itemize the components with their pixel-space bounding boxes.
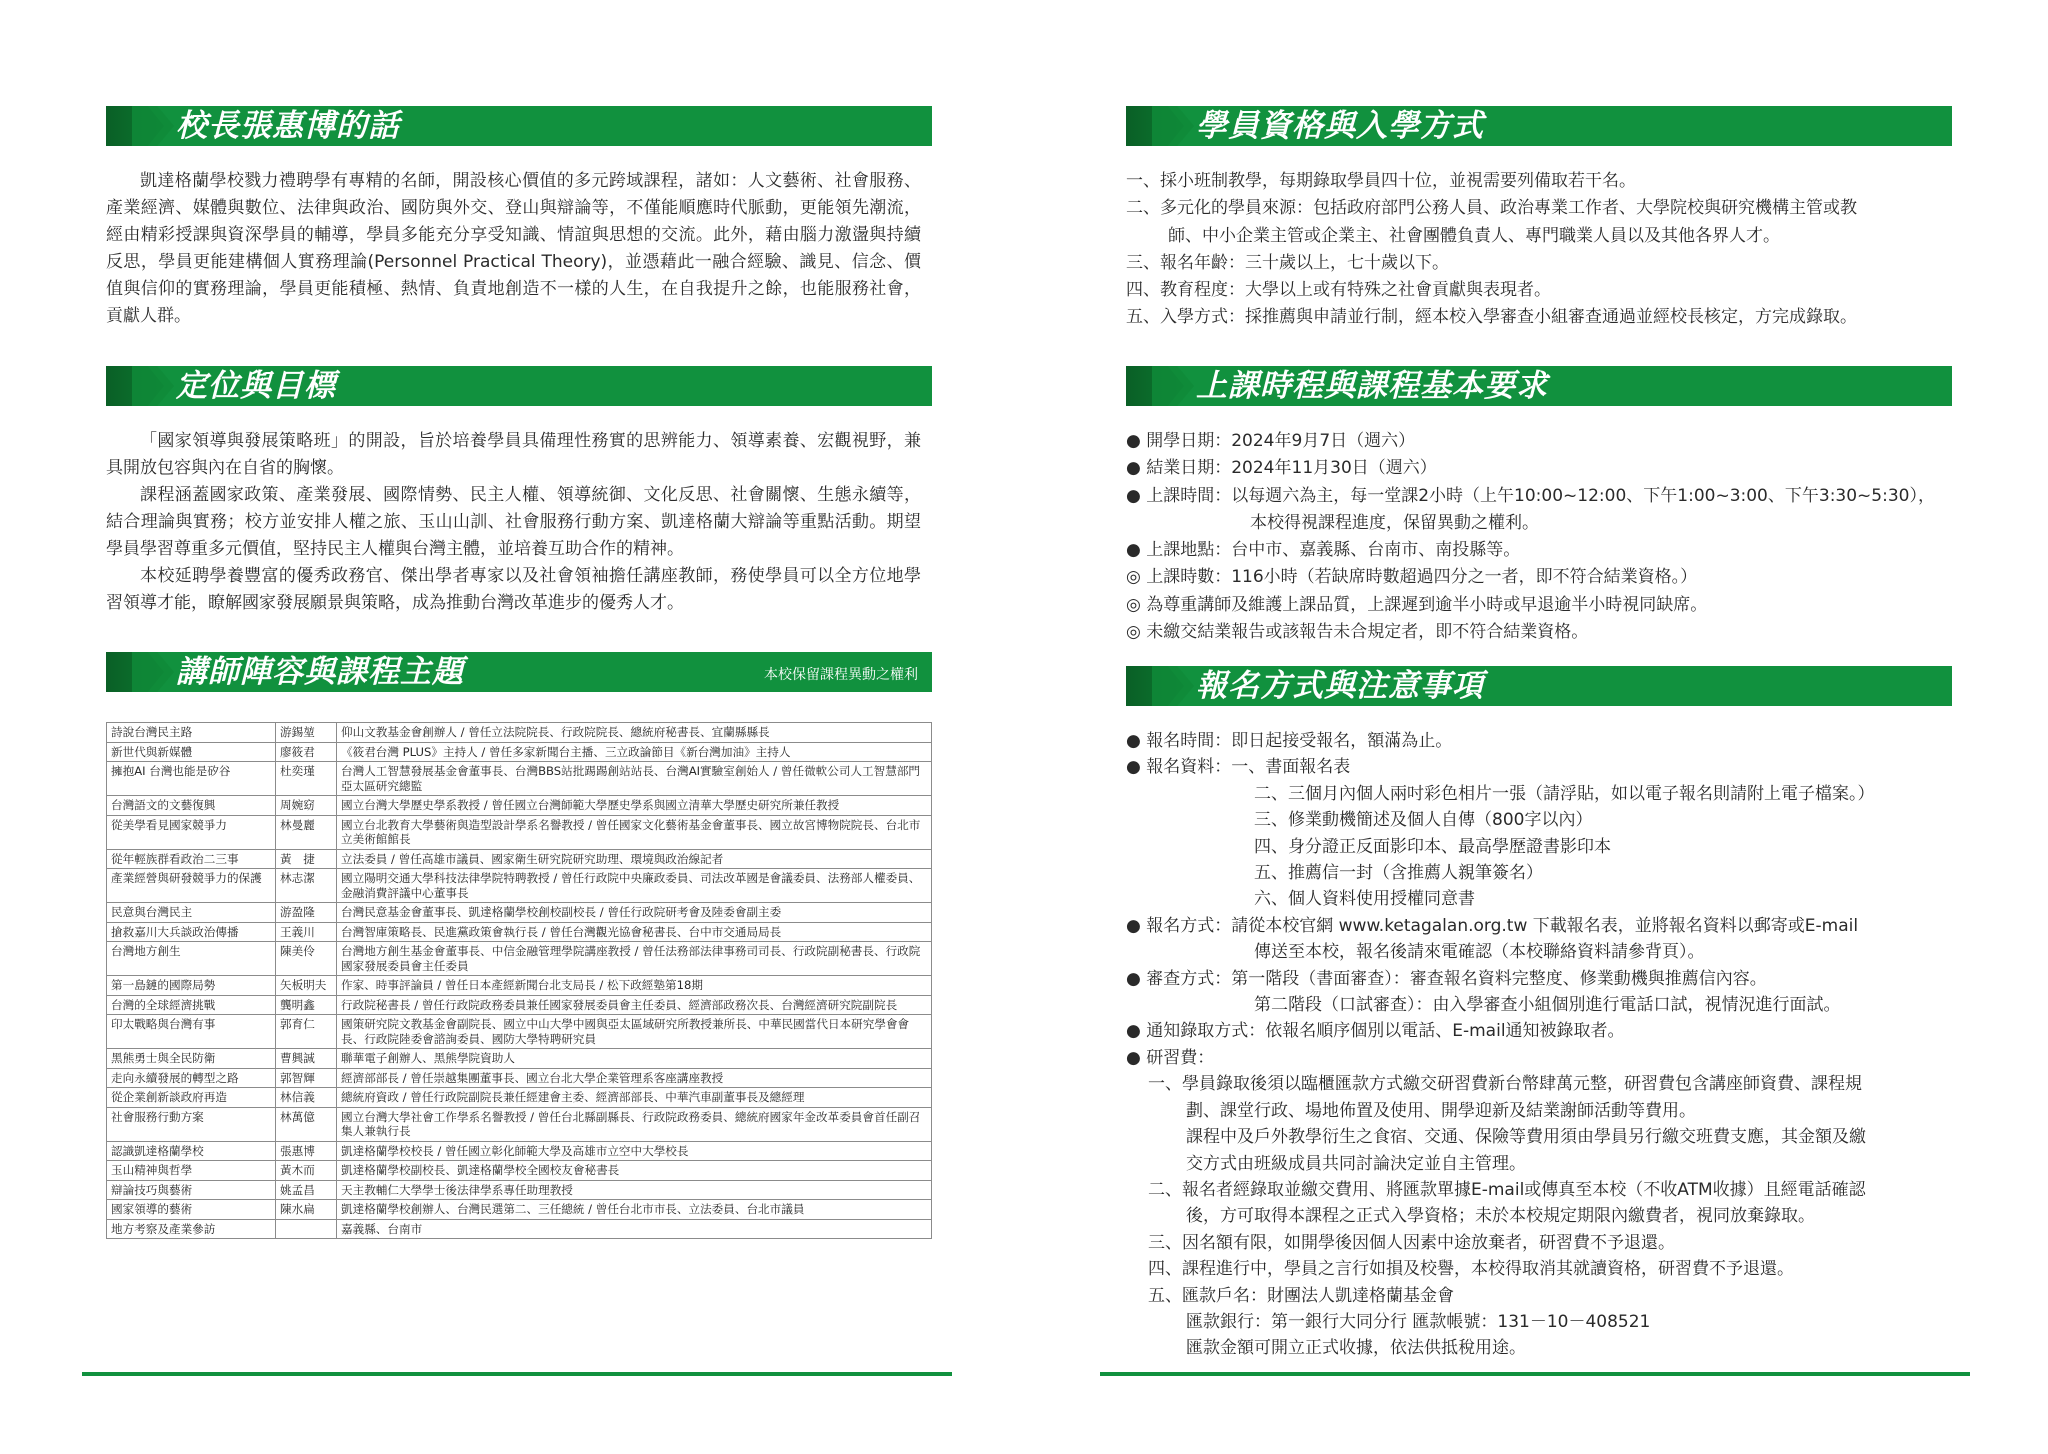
list-item: ◎ 未繳交結業報告或該報告未合規定者，即不符合結業資格。 [1126,622,1589,643]
course-topic-cell: 社會服務行動方案 [107,1107,276,1141]
lecturer-bio-cell: 國立陽明交通大學科技法律學院特聘教授 / 曾任行政院中央廉政委員、司法改革國是會議委員、法務部人權委員、金融消費評議中心董事長 [337,869,932,903]
chevron-arrow-icon [1152,666,1194,706]
lecturer-name-cell: 郭智輝 [276,1068,337,1088]
principal-header [106,106,932,146]
table-row [107,1161,932,1181]
table-row [107,1015,932,1049]
list-item: 第二階段（口試審查）：由入學審查小組個別進行電話口試，視情況進行面試。 [1254,995,1841,1016]
list-item: 二、報名者經錄取並繳交費用、將匯款單據E-mail或傳真至本校（不收ATM收據）且經電話確認 [1148,1179,1866,1200]
paragraph: 課程涵蓋國家政策、產業發展、國際情勢、民主人權、領導統御、文化反思、社會關懷、生態永續等，結合理論與實務；校方並安排人權之旅、玉山山訓、社會服務行動方案、凱達格蘭大辯論等重點活動。期望學員學習尊重多元價值，堅持民主人權與台灣主體，並培養互助合作的精神。 [106,485,921,559]
lecturer-name-cell: 黃木而 [276,1161,337,1181]
lecturer-name-cell: 陳美伶 [276,942,337,976]
table-row [107,1107,932,1141]
eligibility-list [1126,168,1952,332]
list-item: 匯款金額可開立正式收據，依法供抵稅用途。 [1186,1338,1526,1359]
section-title: 定位與目標 [176,368,336,404]
lecturer-bio-cell: 立法委員 / 曾任高雄市議員、國家衛生研究院研究助理、環境與政治線記者 [337,849,932,869]
lecturer-name-cell: 杜奕瑾 [276,762,337,796]
lecturer-bio-cell: 經濟部部長 / 曾任崇越集團董事長、國立台北大學企業管理系客座講座教授 [337,1068,932,1088]
lecturer-bio-cell: 國立台灣大學歷史學系教授 / 曾任國立台灣師範大學歷史學系與國立清華大學歷史研究所兼任教授 [337,796,932,816]
lecturer-name-cell: 林萬億 [276,1107,337,1141]
footer-rule-left [82,1372,952,1376]
lecturer-bio-cell: 國策研究院文教基金會副院長、國立中山大學中國與亞太區域研究所教授兼所長、中華民國當代日本研究學會會長、行政院陸委會諮詢委員、國防大學特聘研究員 [337,1015,932,1049]
faculty-header [106,652,932,692]
list-item: 四、教育程度：大學以上或有特殊之社會貢獻與表現者。 [1126,280,1551,301]
schedule-list [1126,428,1952,646]
chevron-arrow-icon [1152,106,1194,146]
list-item: 三、因名額有限，如開學後因個人因素中途放棄者，研習費不予退還。 [1148,1232,1675,1253]
chevron-arrow-icon [132,366,174,406]
list-item: ● 報名方式：請從本校官網 www.ketagalan.org.tw 下載報名表，並將報名資料以郵寄或E-mail [1126,915,1859,936]
table-row [107,762,932,796]
list-item: 四、課程進行中，學員之言行如損及校譽，本校得取消其就讀資格，研習費不予退還。 [1148,1259,1794,1280]
list-item: 傳送至本校，報名後請來電確認（本校聯絡資料請參背頁）。 [1254,942,1705,963]
course-topic-cell: 台灣語文的文藝復興 [107,796,276,816]
list-item: ● 上課地點：台中市、嘉義縣、台南市、南投縣等。 [1126,540,1521,561]
course-topic-cell: 詩說台灣民主路 [107,723,276,743]
list-item: 一、採小班制教學，每期錄取學員四十位，並視需要列備取若干名。 [1126,171,1636,191]
table-row [107,1200,932,1220]
eligibility-header [1126,106,1952,146]
lecturer-bio-cell: 嘉義縣、台南市 [337,1219,932,1239]
lecturer-bio-cell: 凱達格蘭學校副校長、凱達格蘭學校全國校友會秘書長 [337,1161,932,1181]
list-item: ● 報名時間：即日起接受報名，額滿為止。 [1126,731,1453,751]
table-row [107,1049,932,1069]
lecturer-bio-cell: 《筱君台灣 PLUS》主持人 / 曾任多家新聞台主播、三立政論節目《新台灣加油》主持人 [337,742,932,762]
table-row [107,796,932,816]
table-row [107,815,932,849]
footer-rule-right [1100,1372,1970,1376]
list-item: ● 結業日期：2024年11月30日（週六） [1126,458,1437,479]
lecturer-bio-cell: 天主教輔仁大學學士後法律學系專任助理教授 [337,1180,932,1200]
list-item: 一、學員錄取後須以臨櫃匯款方式繳交研習費新台幣肆萬元整，研習費包含講座師資費、課程規 [1148,1074,1862,1095]
table-row [107,723,932,743]
lecturer-bio-cell: 國立台北教育大學藝術與造型設計學系名譽教授 / 曾任國家文化藝術基金會董事長、國立故宮博物院院長、台北市立美術館館長 [337,815,932,849]
table-row [107,1068,932,1088]
table-row [107,903,932,923]
course-topic-cell: 國家領導的藝術 [107,1200,276,1220]
section-title: 講師陣容與課程主題 [176,654,464,690]
lecturer-bio-cell: 聯華電子創辦人、黑熊學院資助人 [337,1049,932,1069]
course-topic-cell: 從美學看見國家競爭力 [107,815,276,849]
lecturer-name-cell [276,1219,337,1239]
course-topic-cell: 辯論技巧與藝術 [107,1180,276,1200]
lecturer-bio-cell: 台灣民意基金會董事長、凱達格蘭學校創校副校長 / 曾任行政院研考會及陸委會副主委 [337,903,932,923]
lecturer-bio-cell: 凱達格蘭學校校長 / 曾任國立彰化師範大學及高雄市立空中大學校長 [337,1141,932,1161]
lecturer-bio-cell: 台灣智庫策略長、民進黨政策會執行長 / 曾任台灣觀光協會秘書長、台中市交通局局長 [337,922,932,942]
principal-text [106,168,921,330]
registration-header [1126,666,1952,706]
course-topic-cell: 產業經營與研發競爭力的保護 [107,869,276,903]
list-item: 師、中小企業主管或企業主、社會團體負責人、專門職業人員以及其他各界人才。 [1168,225,1780,246]
list-item: 本校得視課程進度，保留異動之權利。 [1250,512,1539,533]
lecturer-bio-cell: 仰山文教基金會創辦人 / 曾任立法院院長、行政院院長、總統府秘書長、宜蘭縣縣長 [337,723,932,743]
list-item: 劃、課堂行政、場地佈置及使用、開學迎新及結業謝師活動等費用。 [1186,1100,1696,1121]
lecturer-name-cell: 龔明鑫 [276,995,337,1015]
lecturer-bio-cell: 台灣人工智慧發展基金會董事長、台灣BBS站批踢踢創站站長、台灣AI實驗室創始人 / 曾任微軟公司人工智慧部門亞太區研究總監 [337,762,932,796]
list-item: 二、多元化的學員來源：包括政府部門公務人員、政治專業工作者、大學院校與研究機構主管或教 [1126,198,1857,219]
course-topic-cell: 擁抱AI 台灣也能是矽谷 [107,762,276,796]
lecturer-bio-cell: 總統府資政 / 曾任行政院副院長兼任經建會主委、經濟部部長、中華汽車副董事長及總經理 [337,1088,932,1108]
list-item: 六、個人資料使用授權同意書 [1254,889,1475,910]
table-row [107,942,932,976]
lecturer-name-cell: 黃 捷 [276,849,337,869]
lecturer-name-cell: 陳水扁 [276,1200,337,1220]
course-topic-cell: 搶救嘉川大兵談政治傳播 [107,922,276,942]
table-row [107,1141,932,1161]
lecturer-name-cell: 郭育仁 [276,1015,337,1049]
course-topic-cell: 玉山精神與哲學 [107,1161,276,1181]
list-item: ◎ 為尊重講師及維護上課品質，上課遲到逾半小時或早退逾半小時視同缺席。 [1126,594,1708,615]
lecturer-name-cell: 游錫堃 [276,723,337,743]
faculty-table [106,722,932,1239]
course-topic-cell: 台灣的全球經濟挑戰 [107,995,276,1015]
list-item: ● 研習費： [1126,1047,1215,1068]
lecturer-name-cell: 廖筱君 [276,742,337,762]
course-topic-cell: 民意與台灣民主 [107,903,276,923]
lecturer-name-cell: 姚孟昌 [276,1180,337,1200]
list-item: ● 審查方式：第一階段（書面審查）：審查報名資料完整度、修業動機與推薦信內容。 [1126,968,1767,989]
paragraph: 「國家領導與發展策略班」的開設，旨於培養學員具備理性務實的思辨能力、領導素養、宏觀視野，兼具開放包容與內在自省的胸懷。 [106,431,921,478]
schedule-header [1126,366,1952,406]
lecturer-name-cell: 游盈隆 [276,903,337,923]
table-row [107,976,932,996]
paragraph: 本校延聘學養豐富的優秀政務官、傑出學者專家以及社會領袖擔任講座教師，務使學員可以全方位地學習領導才能，瞭解國家發展願景與策略，成為推動台灣改革進步的優秀人才。 [106,566,921,613]
chevron-arrow-icon [132,652,174,692]
list-item: ● 通知錄取方式：依報名順序個別以電話、E-mail通知被錄取者。 [1126,1021,1625,1042]
table-row [107,869,932,903]
course-topic-cell: 從企業創新談政府再造 [107,1088,276,1108]
section-title: 報名方式與注意事項 [1196,668,1484,704]
positioning-header [106,366,932,406]
chevron-arrow-icon [132,106,174,146]
list-item: 三、修業動機簡述及個人自傳（800字以內） [1254,810,1593,831]
table-row [107,1219,932,1239]
list-item: 交方式由班級成員共同討論決定並自主管理。 [1186,1153,1526,1174]
course-topic-cell: 印太戰略與台灣有事 [107,1015,276,1049]
list-item: 三、報名年齡：三十歲以上，七十歲以下。 [1126,252,1449,273]
disclaimer-note: 本校保留課程異動之權利 [764,667,918,683]
course-topic-cell: 黑熊勇士與全民防衛 [107,1049,276,1069]
course-topic-cell: 從年輕族群看政治二三事 [107,849,276,869]
table-row [107,849,932,869]
table-row [107,995,932,1015]
list-item: 匯款銀行：第一銀行大同分行 匯款帳號：131－10－408521 [1186,1311,1651,1332]
lecturer-name-cell: 曹興誠 [276,1049,337,1069]
lecturer-name-cell: 林曼麗 [276,815,337,849]
course-topic-cell: 走向永續發展的轉型之路 [107,1068,276,1088]
list-item: 四、身分證正反面影印本、最高學歷證書影印本 [1254,836,1611,857]
course-topic-cell: 地方考察及產業參訪 [107,1219,276,1239]
list-item: ● 開學日期：2024年9月7日（週六） [1126,431,1416,451]
list-item: ◎ 上課時數：116小時（若缺席時數超過四分之一者，即不符合結業資格。） [1126,567,1698,588]
section-title: 校長張惠博的話 [176,108,400,144]
positioning-text [106,428,921,617]
list-item: ● 報名資料：一、書面報名表 [1126,757,1351,778]
lecturer-name-cell: 周婉窈 [276,796,337,816]
table-row [107,742,932,762]
lecturer-bio-cell: 行政院秘書長 / 曾任行政院政務委員兼任國家發展委員會主任委員、經濟部政務次長、台灣經濟研究院副院長 [337,995,932,1015]
lecturer-bio-cell: 台灣地方創生基金會董事長、中信金融管理學院講座教授 / 曾任法務部法律事務司司長、行政院副秘書長、行政院國家發展委員會主任委員 [337,942,932,976]
list-item: 五、匯款戶名：財團法人凱達格蘭基金會 [1148,1285,1454,1306]
lecturer-name-cell: 矢板明夫 [276,976,337,996]
course-topic-cell: 認識凱達格蘭學校 [107,1141,276,1161]
table-row [107,1088,932,1108]
lecturer-name-cell: 林信義 [276,1088,337,1108]
lecturer-name-cell: 王義川 [276,922,337,942]
table-row [107,922,932,942]
list-item: 五、推薦信一封（含推薦人親筆簽名） [1254,863,1543,884]
list-item: 後，方可取得本課程之正式入學資格；未於本校規定期限內繳費者，視同放棄錄取。 [1186,1206,1815,1227]
table-row [107,1180,932,1200]
course-topic-cell: 台灣地方創生 [107,942,276,976]
registration-list [1126,728,1952,1362]
lecturer-bio-cell: 凱達格蘭學校創辦人、台灣民選第二、三任總統 / 曾任台北市市長、立法委員、台北市議員 [337,1200,932,1220]
list-item: 二、三個月內個人兩吋彩色相片一張（請浮貼，如以電子報名則請附上電子檔案。） [1254,783,1875,804]
list-item: 課程中及戶外教學衍生之食宿、交通、保險等費用須由學員另行繳交班費支應，其金額及繳 [1186,1127,1866,1148]
lecturer-name-cell: 林志潔 [276,869,337,903]
list-item: 五、入學方式：採推薦與申請並行制，經本校入學審查小組審查通過並經校長核定，方完成錄取。 [1126,307,1857,328]
course-topic-cell: 第一島鏈的國際局勢 [107,976,276,996]
lecturer-bio-cell: 作家、時事評論員 / 曾任日本產經新聞台北支局長 / 松下政經塾第18期 [337,976,932,996]
lecturer-bio-cell: 國立台灣大學社會工作學系名譽教授 / 曾任台北縣副縣長、行政院政務委員、總統府國家年金改革委員會首任副召集人兼執行長 [337,1107,932,1141]
section-title: 上課時程與課程基本要求 [1196,368,1548,404]
chevron-arrow-icon [1152,366,1194,406]
lecturer-name-cell: 張惠博 [276,1141,337,1161]
course-topic-cell: 新世代與新媒體 [107,742,276,762]
section-title: 學員資格與入學方式 [1196,108,1484,144]
list-item: ● 上課時間：以每週六為主，每一堂課2小時（上午10:00~12:00、下午1:00~3:00、下午3:30~5:30）， [1126,485,1935,506]
paragraph: 凱達格蘭學校戮力禮聘學有專精的名師，開設核心價值的多元跨域課程，諸如：人文藝術、社會服務、產業經濟、媒體與數位、法律與政治、國防與外交、登山與辯論等，不僅能順應時代脈動，更能領先潮流，經由精彩授課與資深學員的輔導，學員多能充分享受知識、情誼與思想的交流。此外，藉由腦力激盪與持續反思，學員更能建構個人實務理論(Personnel Practical Theory)，並憑藉此一融合經驗、識見、信念、價值與信仰的實務理論，學員更能積極、熱情、負責地創造不一樣的人生，在自我提升之餘，也能服務社會，貢獻人群。 [106,171,921,326]
